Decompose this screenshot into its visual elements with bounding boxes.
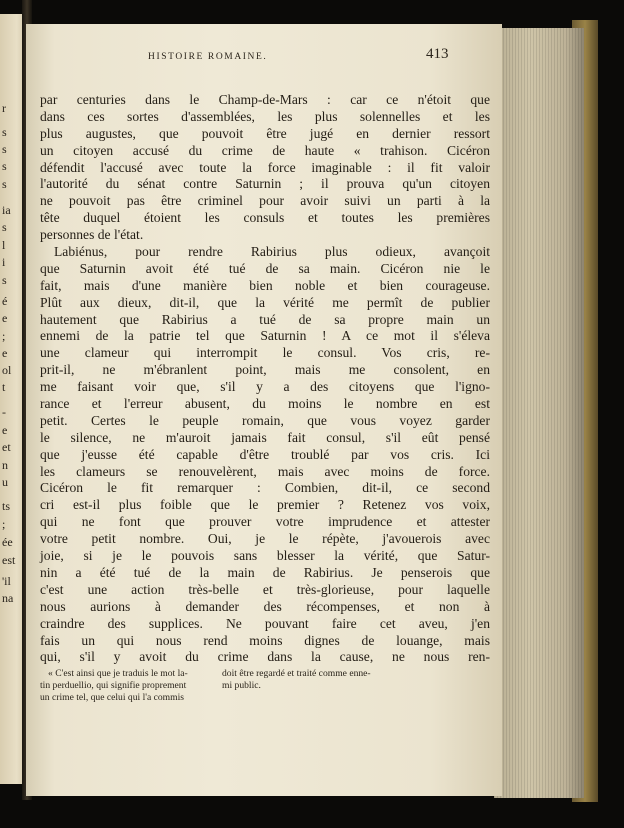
text-line: rance et l'erreur abusent, du moins le nombre en est xyxy=(40,396,490,412)
left-page-fragment: e xyxy=(2,423,8,437)
left-page-fragment: - xyxy=(2,405,6,419)
text-line: le silence, ne m'auroit jamais fait consul, s'il eût pensé xyxy=(40,429,490,445)
footnote-line: un crime tel, que celui qui l'a commis xyxy=(40,692,184,703)
left-page-fragment: i xyxy=(2,255,6,269)
text-line: Plût aux dieux, dit-il, que la vérité me permît de publier xyxy=(40,294,490,310)
body-text xyxy=(40,92,490,666)
text-line: défendit l'accusé avec toute la force imaginable : il fit valoir xyxy=(40,159,490,175)
left-page-fragment: é xyxy=(2,294,8,308)
left-page-fragment: s xyxy=(2,177,7,191)
text-line: par centuries dans le Champ-de-Mars : car ce n'étoit que xyxy=(40,92,490,107)
text-line: que j'eusse été capable d'être troublé par vos cris. Ici xyxy=(40,446,490,462)
left-page-fragment: e xyxy=(2,346,8,360)
left-page-fragment: s xyxy=(2,159,7,173)
footnote-line: tin perduellio, qui signifie proprement xyxy=(40,680,187,691)
footnote-line: doit être regardé et traité comme enne- xyxy=(222,668,371,679)
text-line: fait, mais d'une manière bien noble et bien courageuse. xyxy=(40,277,490,293)
left-page-fragment: t xyxy=(2,380,6,394)
text-line: me faisant voir que, s'il y a des citoyens que l'igno- xyxy=(40,379,490,395)
left-page-fragment: s xyxy=(2,273,7,287)
text-line: joie, si je le pouvois sans blesser la vérité, que Satur- xyxy=(40,548,490,564)
text-line: qui ne font que prouver votre imprudence et attester xyxy=(40,514,490,530)
text-line: un citoyen accusé du crime de haute « trahison. Cicéron xyxy=(40,142,490,158)
left-page-fragment: l xyxy=(2,238,6,252)
left-page-fragment: ; xyxy=(2,517,6,531)
text-line: Cicéron le fit remarquer : Combien, dit-il, ce second xyxy=(40,480,490,496)
text-line: une clameur qui interrompit le consul. Vos cris, re- xyxy=(40,345,490,361)
text-line: c'est une action très-belle et très-glorieuse, pour laquelle xyxy=(40,581,490,597)
text-line: ennemi de la patrie tel que Saturnin ! A ce mot il s'éleva xyxy=(40,328,490,344)
left-page-fragment: ol xyxy=(2,363,12,377)
text-line: votre petit nombre. Oui, je le répète, j'avouerois avec xyxy=(40,531,490,547)
left-page-fragment: s xyxy=(2,142,7,156)
text-line: cri est-il plus foible que le premier ? Retenez vos voix, xyxy=(40,497,490,513)
left-page-fragment: et xyxy=(2,440,11,454)
text-line: dans ces sortes d'assemblées, les plus solennelles et les xyxy=(40,108,490,124)
left-page-fragment: s xyxy=(2,125,7,139)
text-line: qui, s'il y avoit du crime dans la cause, ne nous ren- xyxy=(40,649,490,665)
page-edges xyxy=(494,28,584,798)
footnote-line: « C'est ainsi que je traduis le mot la- xyxy=(48,668,188,679)
text-line: que Saturnin avoit été tué de sa main. Cicéron nie le xyxy=(40,260,490,276)
text-line: plus augustes, que pouvoit être jugé en dernier ressort xyxy=(40,125,490,141)
text-line: craindre des supplices. Ne pouvant faire cet aveu, j'en xyxy=(40,615,490,631)
text-line: prit-il, ne m'ébranlent point, mais me consolent, en xyxy=(40,362,490,378)
text-line: fais un qui nous rend moins dignes de louange, mais xyxy=(40,632,490,648)
left-page-fragment: est xyxy=(2,553,16,567)
footnote-line: mi public. xyxy=(222,680,261,691)
left-page-fragment: ; xyxy=(2,329,6,343)
left-page-fragment: na xyxy=(2,591,14,605)
left-page-fragment: e xyxy=(2,311,8,325)
left-page-fragment: u xyxy=(2,475,8,489)
left-page-fragment: ée xyxy=(2,535,13,549)
text-line: petit. Certes le peuple romain, que vous voyez garder xyxy=(40,412,490,428)
running-title: HISTOIRE ROMAINE. xyxy=(148,52,268,62)
left-page-fragment: 'il xyxy=(2,574,11,588)
left-page-fragment: r xyxy=(2,101,6,115)
text-line: personnes de l'état. xyxy=(40,227,144,243)
text-line: ne pouvoit pas être criminel pour avoir suivi un parti à la xyxy=(40,193,490,209)
text-line: nin a été tué de la main de Rabirius. Je penserois que xyxy=(40,564,490,580)
left-page-fragment: ts xyxy=(2,499,11,513)
text-line: l'autorité du sénat contre Saturnin ; il prouva qu'un citoyen xyxy=(40,176,490,192)
text-line: Labiénus, pour rendre Rabirius plus odieux, avançoit xyxy=(54,244,490,260)
page-number: 413 xyxy=(426,46,449,62)
footnote-column-1 xyxy=(40,668,212,704)
text-line: nous aurions à demander des récompenses, et non à xyxy=(40,598,490,614)
left-page-fragment: ia xyxy=(2,203,11,217)
text-line: les clameurs se renouvelèrent, mais avec moins de force. xyxy=(40,463,490,479)
footnote-column-2 xyxy=(222,668,372,692)
left-page-fragment: s xyxy=(2,220,7,234)
left-page-fragment: n xyxy=(2,458,8,472)
text-line: hautement que Rabirius a tué de sa propre main un xyxy=(40,311,490,327)
text-line: tête duquel étoient les consuls et toutes les premières xyxy=(40,210,490,226)
